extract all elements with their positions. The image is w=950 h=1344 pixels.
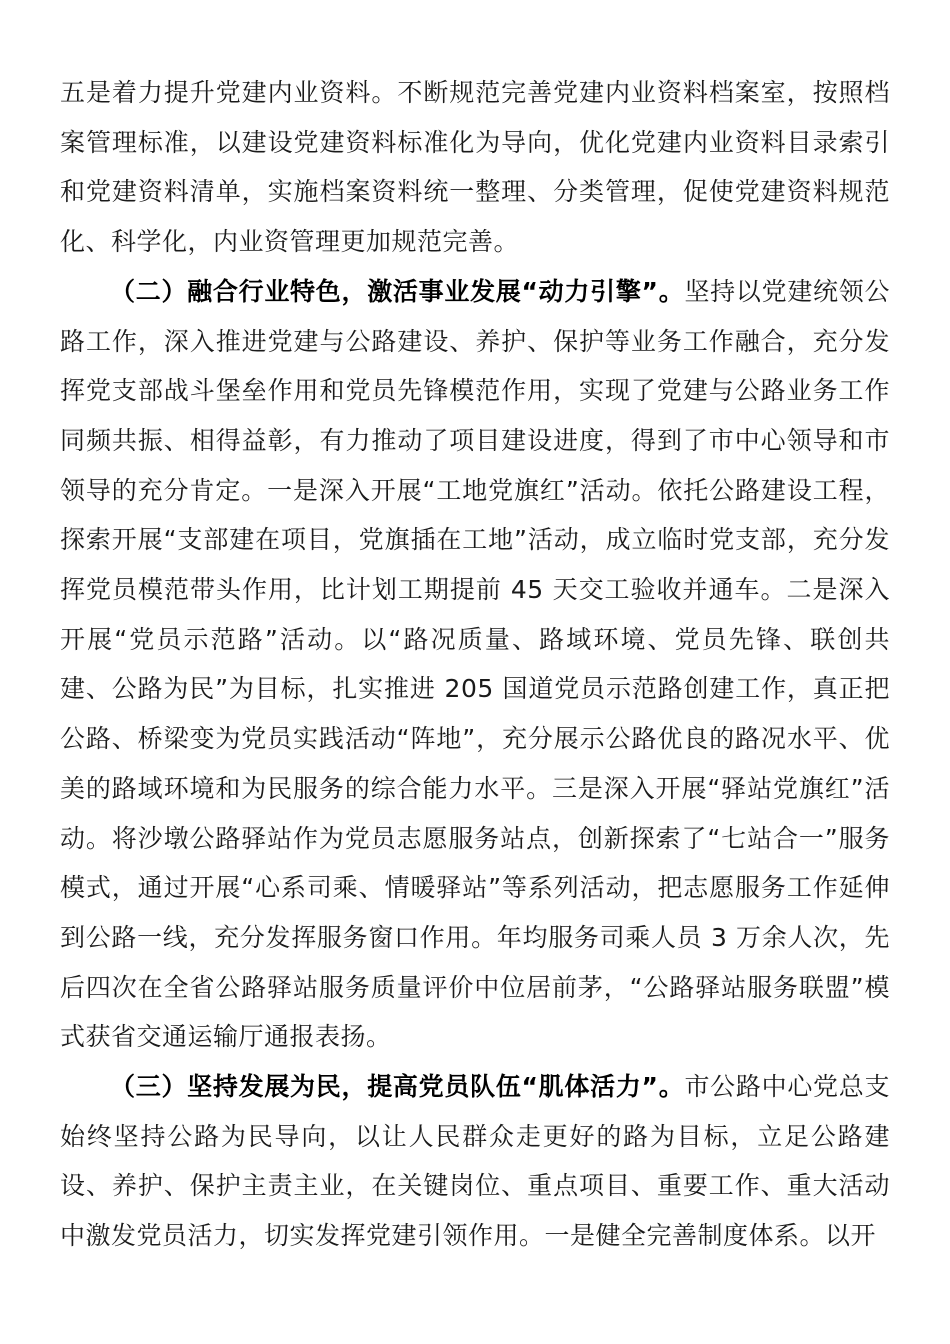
paragraph-2 bbox=[60, 267, 890, 1062]
paragraph-3-text: 市公路中心党总支始终坚持公路为民导向，以让人民群众走更好的路为目标，立足公路建设、养护、保护主责主业，在关键岗位、重点项目、重要工作、重大活动中激发党员活力，切实发挥党建引领作用。一是健全完善制度体系。以开 bbox=[60, 1072, 890, 1251]
paragraph-2-text: 坚持以党建统领公路工作，深入推进党建与公路建设、养护、保护等业务工作融合，充分发挥党支部战斗堡垒作用和党员先锋模范作用，实现了党建与公路业务工作同频共振、相得益彰，有力推动了项目建设进度，得到了市中心领导和市领导的充分肯定。一是深入开展“工地党旗红”活动。依托公路建设工程，探索开展“支部建在项目，党旗插在工地”活动，成立临时党支部，充分发挥党员模范带头作用，比计划工期提前 45 天交工验收并通车。二是深入开展“党员示范路”活动。以“路况质量、路域环境、党员先锋、联创共建、公路为民”为目标，扎实推进 205 国道党员示范路创建工作，真正把公路、桥梁变为党员实践活动“阵地”，充分展示公路优良的路况水平、优美的路域环境和为民服务的综合能力水平。三是深入开展“驿站党旗红”活动。将沙墩公路驿站作为党员志愿服务站点，创新探索了“七站合一”服务模式，通过开展“心系司乘、情暖驿站”等系列活动，把志愿服务工作延伸到公路一线，充分发挥服务窗口作用。年均服务司乘人员 3 万余人次，先后四次在全省公路驿站服务质量评价中位居前茅，“公路驿站服务联盟”模式获省交通运输厅通报表扬。 bbox=[60, 276, 890, 1052]
paragraph-1-text: 五是着力提升党建内业资料。不断规范完善党建内业资料档案室，按照档案管理标准，以建设党建资料标准化为导向，优化党建内业资料目录索引和党建资料清单，实施档案资料统一整理、分类管理，促使党建资料规范化、科学化，内业资管理更加规范完善。 bbox=[60, 78, 890, 257]
paragraph-3 bbox=[60, 1062, 890, 1261]
document-page bbox=[60, 68, 890, 1261]
section-heading-3: （三）坚持发展为民，提高党员队伍“肌体活力”。 bbox=[110, 1072, 685, 1102]
paragraph-1 bbox=[60, 68, 890, 267]
section-heading-2: （二）融合行业特色，激活事业发展“动力引擎”。 bbox=[110, 276, 685, 306]
